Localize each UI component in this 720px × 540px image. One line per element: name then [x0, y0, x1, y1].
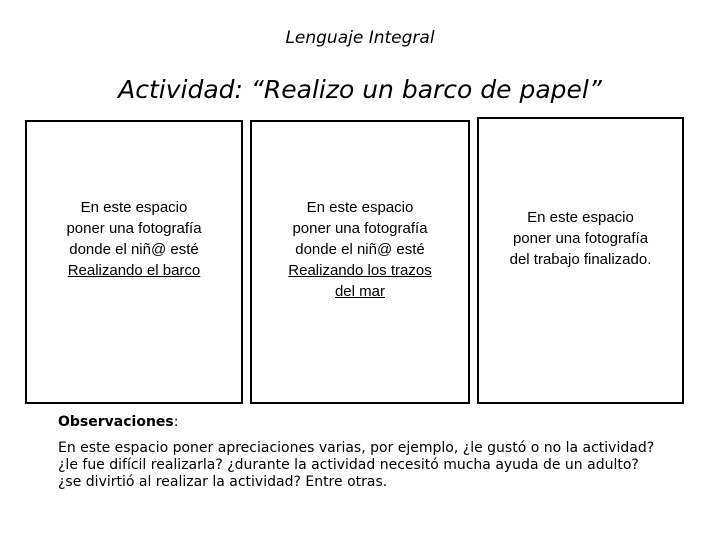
photo-box-making-boat: [25, 120, 243, 404]
photo-box-line: del trabajo finalizado.: [509, 251, 652, 268]
observations-label-text: Observaciones: [58, 414, 174, 430]
photo-box-line: poner una fotografía: [66, 220, 202, 237]
photo-box-line: donde el niñ@ esté: [69, 241, 199, 258]
photo-box-line: del mar: [334, 283, 385, 300]
observations-colon: :: [173, 414, 179, 430]
photo-box-line: Realizando los trazos: [288, 262, 432, 279]
photo-box-sea-strokes: [250, 120, 470, 404]
observations-text: [58, 440, 698, 491]
photo-box-line: En este espacio: [306, 199, 414, 216]
observations-label: [58, 414, 178, 430]
photo-box-line: poner una fotografía: [512, 230, 649, 247]
subject-header: Lenguaje Integral: [285, 28, 435, 48]
photo-box-text: [510, 207, 652, 270]
photo-box-text: [66, 197, 201, 281]
photo-box-line: donde el niñ@ esté: [295, 241, 425, 258]
observations-line: En este espacio poner apreciaciones varias, por ejemplo, ¿le gustó o no la actividad?: [58, 440, 655, 456]
photo-box-line: En este espacio: [80, 199, 188, 216]
photo-box-text: [288, 197, 431, 302]
observations-line: ¿le fue difícil realizarla? ¿durante la actividad necesitó mucha ayuda de un adulto?: [58, 457, 639, 473]
photo-box-line: Realizando el barco: [67, 262, 201, 279]
photo-box-line: En este espacio: [527, 209, 634, 226]
photo-box-finished-work: [477, 117, 684, 404]
observations-line: ¿se divirtió al realizar la actividad? Entre otras.: [58, 474, 388, 490]
photo-box-line: poner una fotografía: [292, 220, 428, 237]
activity-title: Actividad: “Realizo un barco de papel”: [118, 75, 602, 104]
